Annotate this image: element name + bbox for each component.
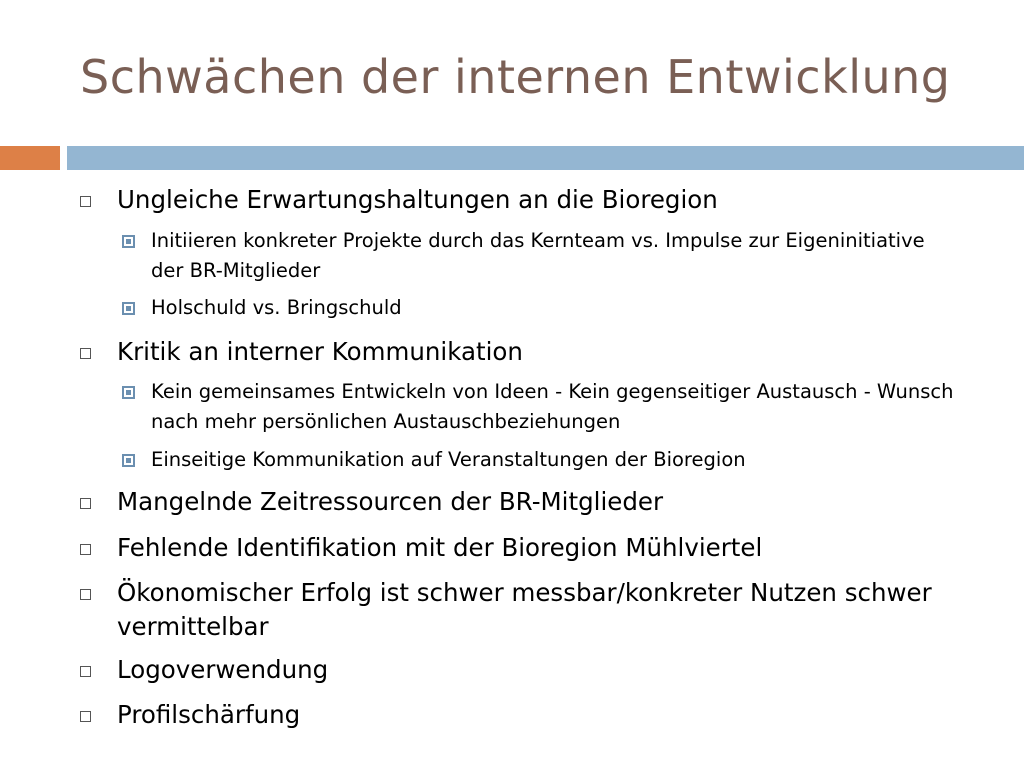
list-item: Profilschärfung: [117, 700, 301, 729]
list-item: Kritik an interner Kommunikation: [117, 337, 523, 366]
list-item: Fehlende Identifikation mit der Bioregion Mühlviertel: [117, 533, 763, 562]
square-bullet-icon: [80, 589, 91, 600]
square-bullet-icon: [80, 498, 91, 509]
filled-square-bullet-icon: [122, 302, 135, 315]
sub-list-item: Kein gemeinsames Entwickeln von Ideen - Kein gegenseitiger Austausch - Wunsch nach mehr persönlichen Austauschbeziehungen: [151, 380, 954, 433]
filled-square-bullet-icon: [122, 235, 135, 248]
square-bullet-icon: [80, 348, 91, 359]
list-item: Ungleiche Erwartungshaltungen an die Bioregion: [117, 185, 718, 214]
square-bullet-icon: [80, 196, 91, 207]
filled-square-bullet-icon: [122, 386, 135, 399]
sub-list-item: Holschuld vs. Bringschuld: [151, 296, 402, 319]
square-bullet-icon: [80, 666, 91, 677]
list-item: Logoverwendung: [117, 655, 329, 684]
filled-square-bullet-icon: [122, 454, 135, 467]
sub-list-item: Initiieren konkreter Projekte durch das Kernteam vs. Impulse zur Eigeninitiative der BR-Mitglieder: [151, 229, 925, 282]
square-bullet-icon: [80, 544, 91, 555]
sub-list-item: Einseitige Kommunikation auf Veranstaltungen der Bioregion: [151, 448, 746, 471]
list-item: Mangelnde Zeitressourcen der BR-Mitglieder: [117, 487, 664, 516]
slide-title: Schwächen der internen Entwicklung: [80, 50, 951, 104]
list-item: Ökonomischer Erfolg ist schwer messbar/konkreter Nutzen schwer vermittelbar: [117, 578, 932, 641]
square-bullet-icon: [80, 711, 91, 722]
